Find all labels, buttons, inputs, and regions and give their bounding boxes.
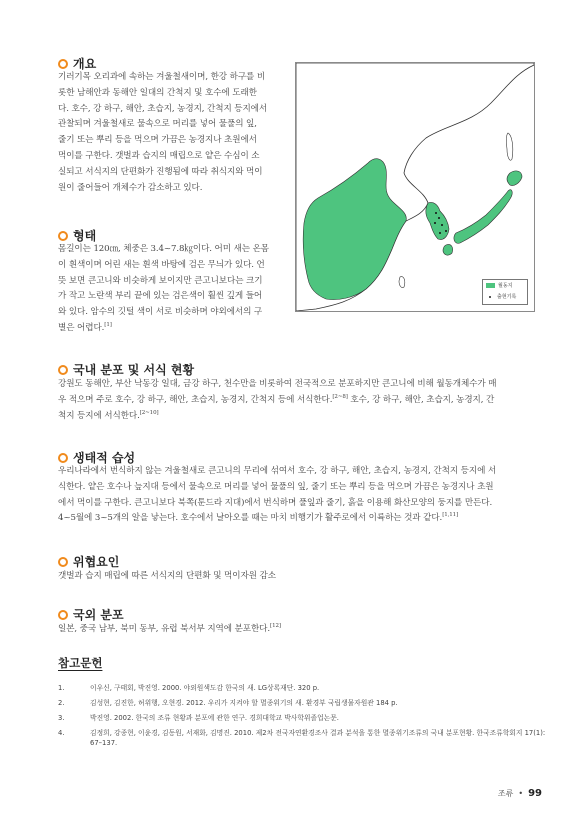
text-line: 줄기 또는 뿌리 등을 먹으며 가끔은 농경지나 초원에서 [58, 135, 257, 146]
text-line: 강원도 동해안, 부산 낙동강 일대, 금강 하구, 천수만을 비롯하여 전국적으로 분포하지만 큰고니에 비해 월동개체수가 매 [58, 379, 497, 389]
legend-item-wintering [483, 280, 527, 291]
footer-bullet: • [518, 789, 524, 798]
section-bullet-icon [58, 365, 68, 375]
threats-paragraph [58, 569, 548, 585]
footer-section: 조류 [497, 789, 514, 798]
reference-text: 김정희, 강종현, 이윤경, 김동원, 서재화, 김명진. 2010. 제2차 전국자연환경조사 결과 분석을 통한 멸종위기조류의 국내 분포현황. 한국조류학회지 17(1): 67–137. [90, 729, 546, 747]
record-dot [438, 217, 440, 219]
text-line: 관찰되며 겨울철새로 물속으로 머리를 넣어 물풀의 잎, [58, 119, 257, 130]
section-heading-domestic [58, 361, 194, 378]
reference-number: 1. [58, 684, 65, 692]
legend-label: 월동지 [498, 283, 513, 289]
text-line [58, 321, 288, 337]
citation: [2~8] [332, 393, 348, 400]
heading-text: 생태적 습성 [73, 451, 136, 465]
reference-item [58, 728, 548, 748]
text-span: 별은 어렵다. [58, 322, 105, 333]
text-line [58, 393, 548, 409]
text-line [58, 511, 548, 527]
text-line: 먹이를 구한다. 갯벌과 습지의 매립으로 얕은 수심이 소 [58, 150, 260, 161]
reference-number: 2. [58, 699, 65, 707]
japan-hokkaido [507, 171, 522, 186]
text-line: 갯벌과 습지 매립에 따른 서식지의 단편화 및 먹이자원 감소 [58, 571, 276, 581]
text-span: 척지 등지에 서식한다. [58, 410, 140, 421]
section-bullet-icon [58, 59, 68, 69]
text-line: 이 흰색이며 어린 새는 흰색 바탕에 검은 무늬가 있다. 언 [58, 259, 265, 270]
section-bullet-icon [58, 557, 68, 567]
heading-text: 국내 분포 및 서식 현황 [73, 363, 195, 377]
citation: [12] [270, 623, 281, 630]
record-dot-icon [489, 296, 491, 298]
heading-text: 국외 분포 [73, 608, 124, 622]
wintering-swatch-icon [486, 283, 495, 288]
japan-honshu [454, 190, 512, 244]
reference-item [58, 683, 548, 693]
sakhalin [506, 133, 512, 160]
text-span: 일본, 중국 남부, 북미 동부, 유럽 북서부 지역에 분포한다. [58, 624, 271, 634]
text-line: 가 작고 노란색 부리 끝에 있는 검은색이 훨씬 깊게 들어 [58, 291, 263, 302]
ecology-paragraph [58, 464, 548, 527]
text-line: 식한다. 얕은 호수나 늪지대 등에서 물속으로 머리를 넣어 물풀의 잎, 줄기 또는 뿌리 등을 먹으며 가끔은 농경지나 초원 [58, 481, 494, 492]
text-line: 와 있다. 암수의 깃털 색이 서로 비슷하며 야외에서의 구 [58, 307, 263, 318]
record-dot [439, 232, 441, 234]
page-number: 99 [528, 788, 542, 799]
text-line: 다. 호수, 강 하구, 해안, 초습지, 농경지, 간척지 등지에서 [58, 103, 268, 114]
section-bullet-icon [58, 231, 68, 241]
text-span: 호수, 강 하구, 해안, 초습지, 농경지, 간 [347, 394, 495, 405]
reference-list [58, 683, 548, 753]
section-heading-overseas [58, 606, 124, 623]
korean-peninsula [426, 202, 449, 239]
legend-label: 출현기록 [497, 294, 517, 300]
overview-paragraph [58, 70, 288, 196]
text-line [58, 622, 548, 638]
reference-text: 이우신, 구태회, 박진영. 2000. 야외원색도감 한국의 새. LG상록재단. 320 p. [90, 684, 320, 692]
morphology-paragraph [58, 242, 288, 337]
text-line: 몸길이는 120㎝, 체중은 3.4~7.8㎏이다. 어미 새는 온몸 [58, 244, 270, 254]
reference-number: 4. [58, 729, 65, 737]
heading-text: 개요 [73, 57, 97, 71]
citation: [1] [104, 322, 112, 329]
citation: [1,11] [442, 512, 459, 519]
record-dot [434, 222, 436, 224]
section-heading-threats [58, 553, 119, 570]
citation: [2~10] [139, 409, 159, 416]
reference-item [58, 713, 548, 723]
references-title: 참고문헌 [58, 656, 103, 670]
text-line [58, 409, 548, 425]
heading-text: 형태 [73, 229, 97, 243]
text-span: 우 적으며 주로 호수, 강 하구, 해안, 초습지, 농경지, 간척지 등에 서식한다. [58, 394, 333, 405]
overseas-paragraph [58, 622, 548, 638]
text-line: 뜻 보면 큰고니와 비슷하게 보이지만 큰고니보다는 크기 [58, 275, 263, 286]
record-dot [435, 212, 437, 214]
reference-text: 박진영. 2002. 한국의 조류 현황과 분포에 관한 연구. 경희대학교 박사학위졸업논문. [90, 714, 339, 722]
reference-item [58, 698, 548, 708]
text-line: 롯한 남해안과 동해안 일대의 간척지 및 호수에 도래한 [58, 87, 257, 98]
record-dot [445, 230, 447, 232]
section-bullet-icon [58, 610, 68, 620]
record-dot [441, 224, 443, 226]
domestic-paragraph [58, 377, 548, 424]
reference-number: 3. [58, 714, 65, 722]
text-line: 원이 줄어들어 개체수가 감소하고 있다. [58, 182, 203, 193]
distribution-map [295, 62, 535, 312]
taiwan [399, 277, 405, 288]
legend-item-records [483, 291, 527, 302]
reference-text: 김성현, 김진한, 허위행, 오현경. 2012. 우리가 지켜야 할 멸종위기의 새. 환경부 국립생물자원관 184 p. [90, 699, 398, 707]
map-graphic [296, 63, 534, 311]
text-line: 에서 먹이를 구한다. 큰고니보다 북쪽(툰드라 지대)에서 번식하며 풀잎과 줄기, 흙을 이용해 화산모양의 둥지를 만든다. [58, 497, 493, 508]
section-bullet-icon [58, 453, 68, 463]
heading-text: 위협요인 [73, 555, 120, 569]
text-span: 4~5월에 3~5개의 알을 낳는다. 호수에서 날아오를 때는 마치 비행기가 활주로에서 이륙하는 것과 같다. [58, 513, 443, 524]
text-line: 우리나라에서 번식하지 않는 겨울철새로 큰고니의 무리에 섞여서 호수, 강 하구, 해안, 초습지, 농경지, 간척지 등지에 서 [58, 466, 497, 476]
page-footer [498, 788, 542, 799]
map-legend [482, 279, 528, 305]
text-line: 기러기목 오리과에 속하는 겨울철새이며, 한강 하구를 비 [58, 72, 266, 82]
japan-kyushu [443, 244, 453, 255]
text-line: 실되고 서식지의 단편화가 진행됨에 따라 취식지와 먹이 [58, 166, 263, 177]
